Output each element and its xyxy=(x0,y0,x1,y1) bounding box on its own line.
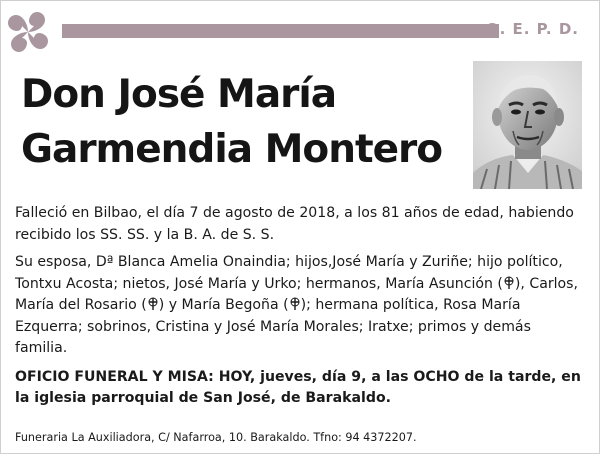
funeral-home-footer: Funeraria La Auxiliadora, C/ Nafarroa, 10. Barakaldo. Tfno: 94 4372207. xyxy=(15,431,417,444)
cross-icon xyxy=(503,276,515,290)
name-line-1: Don José María xyxy=(21,72,337,117)
portrait-photo xyxy=(473,61,582,189)
cross-icon xyxy=(289,297,301,311)
death-announcement: Falleció en Bilbao, el día 7 de agosto de 2018, a los 81 años de edad, habiendo recibido los SS. SS. y la B. A. de S. S. xyxy=(15,205,574,243)
funeral-service: OFICIO FUNERAL Y MISA: HOY, jueves, día 9, a las OCHO de la tarde, en la iglesia parroquial de San José, de Barakaldo. xyxy=(15,368,581,406)
name-line-2: Garmendia Montero xyxy=(21,127,443,172)
deceased-name xyxy=(21,67,471,177)
lauburu-icon xyxy=(5,9,51,55)
cross-icon xyxy=(147,297,159,311)
obituary-body xyxy=(15,203,585,416)
header-bar xyxy=(62,24,499,38)
family-list: Su esposa, Dª Blanca Amelia Onaindia; hijos,José María y Zuriñe; hijo político, Tontxu Acosta; nietos, José María y Urko; hermanos, María Asunción ( ), Carlos, María del Rosario ( ) y María Begoña ( ); hermana política, Rosa María Ezquerra; sobrinos, Cristina y José María Morales; Iratxe; primos y demás familia. xyxy=(15,254,578,356)
qepd-label: Q. E. P. D. xyxy=(485,20,579,38)
